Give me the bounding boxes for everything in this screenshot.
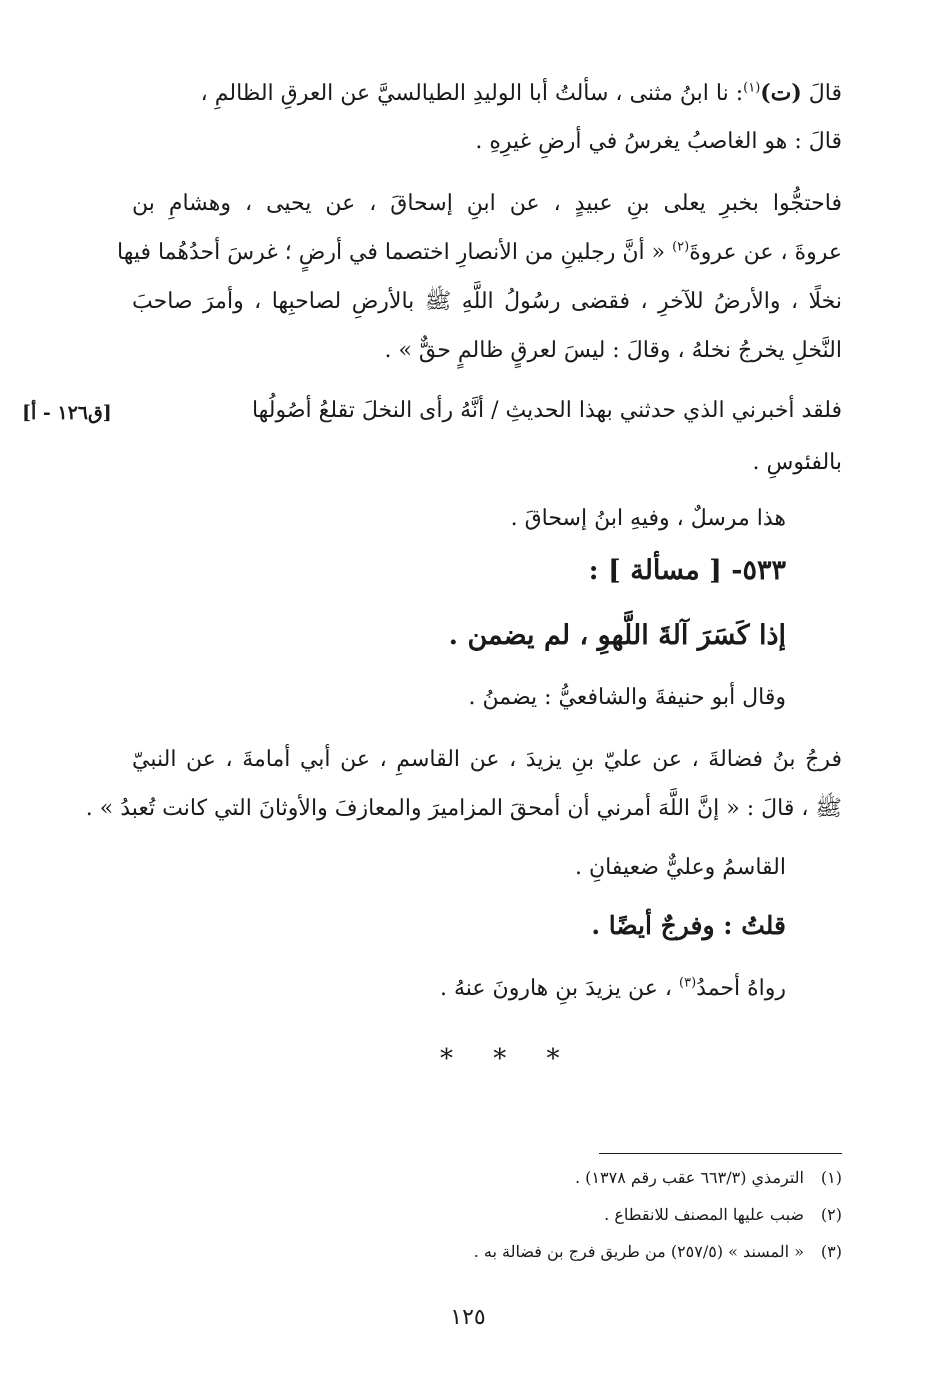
- paragraph-6-line-2: ﷺ ، قالَ : « إنَّ اللَّهَ أمرني أن أمحقَ المزاميرَ والمعازفَ والأوثانَ التي كانت تُعبدُ » .: [85, 796, 842, 821]
- footnote-ref-1[interactable]: (١): [743, 80, 761, 96]
- paragraph-2-line-3: نخلًا ، والأرضُ للآخرِ ، فقضى رسُولُ اللَّهِ ﷺ بالأرضِ لصاحبِها ، وأمرَ صاحبَ: [132, 289, 842, 314]
- paragraph-3-line-1: فلقد أخبرني الذي حدثني بهذا الحديثِ / أنَّهُ رأى النخلَ تقلعُ أصُولُها: [251, 398, 842, 423]
- footnote-3: (٣)« المسند » (٢٥٧/٥) من طريق فرج بن فضالة به .: [473, 1242, 842, 1261]
- paragraph-1-line-1: قالَ (ت)$^{(١)}$: نا ابنُ مثنى ، سألتُ أبا الوليدِ الطيالسيَّ عن العرقِ الظالمِ ،: [200, 80, 842, 106]
- paragraph-9: رواهُ أحمدُ$^{(٣)}$ ، عن يزيدَ بنِ هارونَ عنهُ .: [440, 975, 786, 1001]
- footnote-ref-2[interactable]: (٢): [672, 239, 690, 255]
- manuscript-folio-note: [ق١٢٦ - أ]: [22, 402, 112, 424]
- paragraph-8: قلتُ : وفرجٌ أيضًا .: [591, 911, 786, 940]
- paragraph-5: وقال أبو حنيفةَ والشافعيُّ : يضمنُ .: [468, 685, 786, 710]
- footnote-divider: [599, 1153, 842, 1154]
- paragraph-1-line-2: قالَ : هو الغاصبُ يغرسُ في أرضِ غيرِهِ .: [475, 129, 842, 154]
- paragraph-2-line-4: النَّخلِ يخرجُ نخلهُ ، وقالَ : ليسَ لعرقٍ ظالمٍ حقٌّ » .: [384, 338, 842, 363]
- footnote-ref-3[interactable]: (٣): [679, 975, 697, 991]
- issue-heading: ٥٣٣- [ مسألة ] :: [588, 555, 786, 586]
- page-number: ١٢٥: [450, 1305, 486, 1330]
- paragraph-2-line-2: عروةَ ، عن عروةَ$^{(٢)}$ « أنَّ رجلينِ من الأنصارِ اختصما في أرضٍ ؛ غرسَ أحدُهُما فيها: [116, 239, 842, 265]
- paragraph-6-line-1: فرجُ بنُ فضالةَ ، عن عليّ بنِ يزيدَ ، عن القاسمِ ، عن أبي أمامةَ ، عن النبيّ: [132, 747, 842, 772]
- section-separator: * * *: [440, 1044, 576, 1074]
- paragraph-3-line-2: بالفئوسِ .: [752, 450, 842, 475]
- paragraph-7: القاسمُ وعليٌّ ضعيفانِ .: [575, 855, 786, 880]
- issue-statement: إذا كَسَرَ آلةَ اللَّهوِ ، لم يضمن .: [448, 620, 786, 651]
- footnote-1: (١)الترمذي (٦٦٣/٣ عقب رقم ١٣٧٨) .: [575, 1168, 842, 1187]
- paragraph-4: هذا مرسلٌ ، وفيهِ ابنُ إسحاقَ .: [510, 506, 786, 531]
- narrator-mark: (ت): [760, 80, 802, 106]
- paragraph-2-line-1: فاحتجُّوا بخبرِ يعلى بنِ عبيدٍ ، عن ابنِ إسحاقَ ، عن يحيى ، وهشامِ بن: [132, 191, 842, 216]
- footnote-2: (٢)ضبب عليها المصنف للانقطاع .: [604, 1205, 842, 1224]
